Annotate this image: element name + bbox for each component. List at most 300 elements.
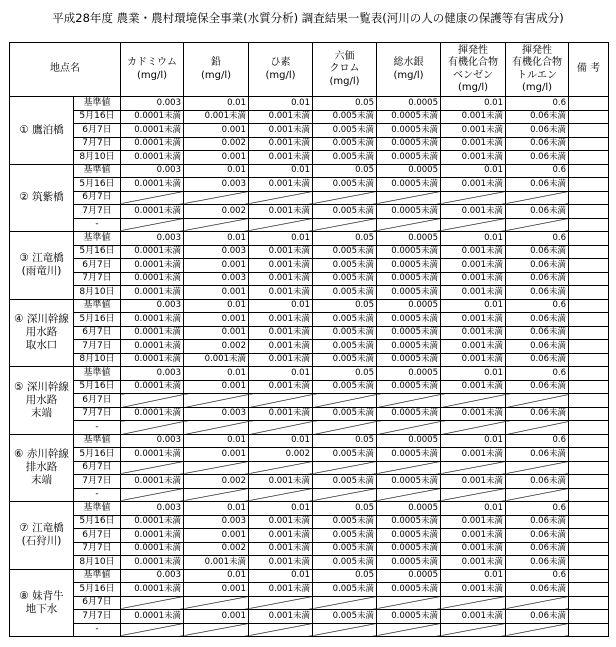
- value-cell: 0.01: [441, 232, 506, 246]
- value-cell: 0.003: [121, 502, 184, 516]
- value-cell: 0.0001未満: [121, 259, 184, 273]
- value-cell: 0.0001未満: [121, 515, 184, 529]
- value-cell: 0.0001未満: [121, 151, 184, 165]
- table-row: [10, 124, 609, 138]
- value-cell: 0.001未満: [441, 353, 506, 367]
- table-row: [10, 178, 609, 192]
- value-cell: 0.0005未満: [377, 583, 441, 597]
- site-name-line: ⑤ 深川幹線: [14, 380, 69, 393]
- value-cell: 0.001未満: [249, 178, 313, 192]
- value-cell: 0.001: [184, 529, 249, 543]
- value-cell: 0.005未満: [313, 407, 377, 421]
- header-line: ひ素: [270, 57, 291, 68]
- row-label: 7月7日: [74, 542, 121, 556]
- row-label: 6月7日: [74, 191, 121, 205]
- header-arsenic: [249, 43, 313, 97]
- value-cell: 0.0001未満: [121, 272, 184, 286]
- no-data-cell: [441, 461, 506, 475]
- remarks-cell: [569, 97, 609, 111]
- value-cell: 0.0001未満: [121, 380, 184, 394]
- header-row: [10, 43, 609, 97]
- table-row: [10, 353, 609, 367]
- value-cell: 0.01: [441, 164, 506, 178]
- no-data-cell: [377, 488, 441, 502]
- value-cell: 0.06未満: [506, 515, 569, 529]
- row-label: -: [74, 421, 121, 435]
- row-label: 5月16日: [74, 245, 121, 259]
- value-cell: 0.003: [121, 434, 184, 448]
- table-row: [10, 529, 609, 543]
- no-data-cell: [249, 596, 313, 610]
- row-label: 5月16日: [74, 583, 121, 597]
- header-remarks-label: 備 考: [576, 63, 601, 75]
- value-cell: 0.06未満: [506, 245, 569, 259]
- remarks-cell: [569, 313, 609, 327]
- value-cell: 0.001未満: [441, 245, 506, 259]
- table-row: [10, 488, 609, 502]
- remarks-cell: [569, 124, 609, 138]
- table-row: [10, 596, 609, 610]
- value-cell: 0.005未満: [313, 542, 377, 556]
- value-cell: 0.003: [121, 299, 184, 313]
- value-cell: 0.06未満: [506, 340, 569, 354]
- table-row: [10, 313, 609, 327]
- table-row: [10, 367, 609, 381]
- site-name-line: 排水路: [25, 461, 58, 474]
- remarks-cell: [569, 326, 609, 340]
- table-row: [10, 623, 609, 637]
- value-cell: 0.001未満: [249, 515, 313, 529]
- value-cell: 0.001未満: [441, 151, 506, 165]
- value-cell: 0.01: [249, 569, 313, 583]
- table-row: [10, 475, 609, 489]
- value-cell: 0.005未満: [313, 380, 377, 394]
- site-name-line: ② 筑紫橋: [19, 191, 64, 204]
- table-row: [10, 110, 609, 124]
- value-cell: 0.005未満: [313, 610, 377, 624]
- value-cell: 0.0001未満: [121, 245, 184, 259]
- row-label: 基準値: [74, 164, 121, 178]
- row-label: 6月7日: [74, 124, 121, 138]
- no-data-cell: [121, 623, 184, 637]
- table-row: [10, 610, 609, 624]
- table-row: [10, 583, 609, 597]
- value-cell: 0.001未満: [249, 475, 313, 489]
- value-cell: 0.06未満: [506, 380, 569, 394]
- value-cell: 0.005未満: [313, 583, 377, 597]
- value-cell: 0.001未満: [441, 515, 506, 529]
- no-data-cell: [313, 461, 377, 475]
- row-label: 7月7日: [74, 407, 121, 421]
- header-benzene: [441, 43, 506, 97]
- value-cell: 0.001未満: [249, 110, 313, 124]
- remarks-cell: [569, 299, 609, 313]
- value-cell: 0.001未満: [441, 583, 506, 597]
- value-cell: 0.005未満: [313, 313, 377, 327]
- value-cell: 0.001未満: [249, 556, 313, 570]
- value-cell: 0.01: [249, 97, 313, 111]
- header-unit: (mg/l): [521, 82, 553, 93]
- no-data-cell: [249, 488, 313, 502]
- row-label: -: [74, 488, 121, 502]
- header-total-mercury: [377, 43, 441, 97]
- value-cell: 0.6: [506, 367, 569, 381]
- remarks-cell: [569, 475, 609, 489]
- no-data-cell: [313, 623, 377, 637]
- value-cell: 0.06未満: [506, 556, 569, 570]
- value-cell: 0.005未満: [313, 286, 377, 300]
- no-data-cell: [506, 596, 569, 610]
- value-cell: 0.0005未満: [377, 326, 441, 340]
- no-data-cell: [313, 218, 377, 232]
- value-cell: 0.001未満: [441, 137, 506, 151]
- value-cell: 0.06未満: [506, 151, 569, 165]
- row-label: -: [74, 623, 121, 637]
- value-cell: 0.01: [184, 299, 249, 313]
- value-cell: 0.01: [441, 97, 506, 111]
- remarks-cell: [569, 245, 609, 259]
- table-row: [10, 299, 609, 313]
- site-name-cell: [10, 502, 74, 570]
- no-data-cell: [441, 218, 506, 232]
- value-cell: 0.003: [121, 569, 184, 583]
- remarks-cell: [569, 461, 609, 475]
- value-cell: 0.05: [313, 97, 377, 111]
- row-label: 7月7日: [74, 205, 121, 219]
- site-name-cell: [10, 569, 74, 637]
- value-cell: 0.003: [121, 97, 184, 111]
- header-unit: (mg/l): [393, 69, 424, 81]
- value-cell: 0.01: [441, 569, 506, 583]
- value-cell: 0.001未満: [249, 313, 313, 327]
- remarks-cell: [569, 151, 609, 165]
- value-cell: 0.005未満: [313, 353, 377, 367]
- remarks-cell: [569, 218, 609, 232]
- no-data-cell: [377, 421, 441, 435]
- row-label: 8月10日: [74, 353, 121, 367]
- value-cell: 0.06未満: [506, 259, 569, 273]
- no-data-cell: [377, 218, 441, 232]
- value-cell: 0.005未満: [313, 272, 377, 286]
- value-cell: 0.06未満: [506, 124, 569, 138]
- value-cell: 0.005未満: [313, 124, 377, 138]
- site-name-line: (石狩川): [21, 535, 62, 548]
- value-cell: 0.06未満: [506, 583, 569, 597]
- value-cell: 0.0001未満: [121, 205, 184, 219]
- value-cell: 0.003: [184, 245, 249, 259]
- row-label: 6月7日: [74, 596, 121, 610]
- value-cell: 0.0005: [377, 502, 441, 516]
- header-line: 六価: [334, 50, 355, 62]
- header-unit: (mg/l): [200, 69, 232, 81]
- value-cell: 0.01: [184, 569, 249, 583]
- value-cell: 0.06未満: [506, 205, 569, 219]
- value-cell: 0.001: [184, 583, 249, 597]
- remarks-cell: [569, 340, 609, 354]
- value-cell: 0.001未満: [441, 407, 506, 421]
- remarks-cell: [569, 272, 609, 286]
- row-label: 基準値: [74, 97, 121, 111]
- value-cell: 0.01: [184, 164, 249, 178]
- value-cell: 0.0001未満: [121, 326, 184, 340]
- table-row: [10, 164, 609, 178]
- value-cell: 0.01: [249, 299, 313, 313]
- value-cell: 0.001未満: [441, 380, 506, 394]
- header-lead: [184, 43, 249, 97]
- value-cell: 0.001未満: [184, 556, 249, 570]
- no-data-cell: [377, 461, 441, 475]
- value-cell: 0.06未満: [506, 475, 569, 489]
- value-cell: 0.0005: [377, 232, 441, 246]
- no-data-cell: [377, 596, 441, 610]
- value-cell: 0.001未満: [249, 542, 313, 556]
- remarks-cell: [569, 110, 609, 124]
- value-cell: 0.05: [313, 569, 377, 583]
- no-data-cell: [184, 218, 249, 232]
- value-cell: 0.0001未満: [121, 353, 184, 367]
- value-cell: 0.06未満: [506, 448, 569, 462]
- no-data-cell: [377, 623, 441, 637]
- value-cell: 0.001未満: [249, 326, 313, 340]
- no-data-cell: [249, 461, 313, 475]
- value-cell: 0.01: [441, 434, 506, 448]
- no-data-cell: [121, 218, 184, 232]
- remarks-cell: [569, 569, 609, 583]
- remarks-cell: [569, 583, 609, 597]
- value-cell: 0.003: [184, 178, 249, 192]
- table-row: [10, 434, 609, 448]
- remarks-cell: [569, 191, 609, 205]
- value-cell: 0.005未満: [313, 259, 377, 273]
- value-cell: 0.005未満: [313, 205, 377, 219]
- value-cell: 0.001: [184, 326, 249, 340]
- value-cell: 0.001未満: [249, 353, 313, 367]
- page-title: 平成28年度 農業・農村環境保全事業(水質分析) 調査結果一覧表(河川の人の健康の保護等有害成分): [52, 11, 564, 25]
- value-cell: 0.001未満: [249, 583, 313, 597]
- table-row: [10, 502, 609, 516]
- value-cell: 0.001未満: [249, 245, 313, 259]
- table-row: [10, 218, 609, 232]
- value-cell: 0.01: [184, 97, 249, 111]
- table-row: [10, 340, 609, 354]
- no-data-cell: [441, 623, 506, 637]
- remarks-cell: [569, 367, 609, 381]
- row-label: 基準値: [74, 367, 121, 381]
- site-name-line: ① 鷹泊橋: [19, 123, 64, 136]
- site-name-line: ③ 江竜橋: [19, 252, 64, 265]
- value-cell: 0.001未満: [441, 475, 506, 489]
- no-data-cell: [249, 623, 313, 637]
- no-data-cell: [249, 218, 313, 232]
- value-cell: 0.01: [249, 164, 313, 178]
- value-cell: 0.0005未満: [377, 286, 441, 300]
- remarks-cell: [569, 205, 609, 219]
- value-cell: 0.0001未満: [121, 110, 184, 124]
- value-cell: 0.002: [184, 205, 249, 219]
- table-row: [10, 515, 609, 529]
- value-cell: 0.001未満: [441, 313, 506, 327]
- value-cell: 0.001未満: [249, 272, 313, 286]
- remarks-cell: [569, 448, 609, 462]
- no-data-cell: [506, 394, 569, 408]
- no-data-cell: [313, 191, 377, 205]
- remarks-cell: [569, 232, 609, 246]
- row-label: 8月10日: [74, 556, 121, 570]
- no-data-cell: [313, 421, 377, 435]
- no-data-cell: [377, 191, 441, 205]
- value-cell: 0.01: [249, 232, 313, 246]
- table-row: [10, 326, 609, 340]
- table-row: [10, 461, 609, 475]
- remarks-cell: [569, 488, 609, 502]
- value-cell: 0.0001未満: [121, 542, 184, 556]
- table-row: [10, 245, 609, 259]
- no-data-cell: [121, 421, 184, 435]
- value-cell: 0.05: [313, 367, 377, 381]
- value-cell: 0.0001未満: [121, 556, 184, 570]
- value-cell: 0.001未満: [441, 326, 506, 340]
- value-cell: 0.01: [249, 502, 313, 516]
- no-data-cell: [313, 596, 377, 610]
- value-cell: 0.01: [184, 502, 249, 516]
- value-cell: 0.06未満: [506, 110, 569, 124]
- value-cell: 0.0005未満: [377, 353, 441, 367]
- value-cell: 0.01: [184, 367, 249, 381]
- value-cell: 0.05: [313, 434, 377, 448]
- no-data-cell: [506, 488, 569, 502]
- header-line: トルエン: [517, 69, 557, 81]
- table-row: [10, 97, 609, 111]
- site-name-cell: [10, 434, 74, 502]
- row-label: 7月7日: [74, 475, 121, 489]
- row-label: 8月10日: [74, 286, 121, 300]
- value-cell: 0.001: [184, 380, 249, 394]
- header-cadmium: [121, 43, 184, 97]
- table-row: [10, 407, 609, 421]
- header-line: 揮発性: [522, 44, 552, 56]
- header-toluene: [506, 43, 569, 97]
- row-label: 基準値: [74, 434, 121, 448]
- value-cell: 0.0001未満: [121, 340, 184, 354]
- header-line: 総水銀: [393, 57, 424, 68]
- no-data-cell: [506, 623, 569, 637]
- value-cell: 0.003: [184, 272, 249, 286]
- remarks-cell: [569, 380, 609, 394]
- value-cell: 0.001未満: [184, 353, 249, 367]
- value-cell: 0.01: [441, 502, 506, 516]
- remarks-cell: [569, 556, 609, 570]
- table-row: [10, 151, 609, 165]
- table-row: [10, 191, 609, 205]
- value-cell: 0.06未満: [506, 178, 569, 192]
- value-cell: 0.005未満: [313, 110, 377, 124]
- row-label: 基準値: [74, 569, 121, 583]
- value-cell: 0.001未満: [249, 124, 313, 138]
- no-data-cell: [249, 394, 313, 408]
- value-cell: 0.01: [184, 434, 249, 448]
- value-cell: 0.005未満: [313, 529, 377, 543]
- value-cell: 0.0005未満: [377, 407, 441, 421]
- value-cell: 0.002: [184, 542, 249, 556]
- value-cell: 0.6: [506, 97, 569, 111]
- value-cell: 0.6: [506, 502, 569, 516]
- no-data-cell: [506, 191, 569, 205]
- remarks-cell: [569, 137, 609, 151]
- value-cell: 0.001未満: [249, 340, 313, 354]
- value-cell: 0.01: [441, 299, 506, 313]
- row-label: 7月7日: [74, 340, 121, 354]
- value-cell: 0.002: [184, 475, 249, 489]
- value-cell: 0.001: [184, 313, 249, 327]
- no-data-cell: [441, 421, 506, 435]
- value-cell: 0.001未満: [184, 110, 249, 124]
- value-cell: 0.001: [184, 448, 249, 462]
- value-cell: 0.001未満: [441, 610, 506, 624]
- table-row: [10, 448, 609, 462]
- no-data-cell: [377, 394, 441, 408]
- value-cell: 0.005未満: [313, 326, 377, 340]
- remarks-cell: [569, 502, 609, 516]
- value-cell: 0.0001未満: [121, 313, 184, 327]
- value-cell: 0.01: [184, 232, 249, 246]
- row-label: 5月16日: [74, 380, 121, 394]
- value-cell: 0.0005未満: [377, 205, 441, 219]
- row-label: 6月7日: [74, 529, 121, 543]
- value-cell: 0.001未満: [441, 110, 506, 124]
- site-name-line: 末端: [31, 406, 52, 419]
- value-cell: 0.0005未満: [377, 448, 441, 462]
- no-data-cell: [121, 394, 184, 408]
- value-cell: 0.001: [184, 259, 249, 273]
- no-data-cell: [506, 461, 569, 475]
- header-unit: (mg/l): [329, 75, 360, 87]
- header-line: 鉛: [211, 57, 221, 68]
- value-cell: 0.06未満: [506, 529, 569, 543]
- row-label: 8月10日: [74, 151, 121, 165]
- value-cell: 0.001未満: [441, 556, 506, 570]
- value-cell: 0.0005: [377, 97, 441, 111]
- value-cell: 0.005未満: [313, 475, 377, 489]
- remarks-cell: [569, 421, 609, 435]
- row-label: 基準値: [74, 232, 121, 246]
- value-cell: 0.06未満: [506, 407, 569, 421]
- header-line: 有機化合物: [448, 57, 498, 68]
- value-cell: 0.0001未満: [121, 448, 184, 462]
- no-data-cell: [184, 623, 249, 637]
- value-cell: 0.06未満: [506, 542, 569, 556]
- site-name-line: ⑧ 妹背牛: [19, 589, 64, 602]
- value-cell: 0.0005未満: [377, 515, 441, 529]
- header-line: クロム: [329, 63, 360, 75]
- no-data-cell: [506, 421, 569, 435]
- remarks-cell: [569, 407, 609, 421]
- results-table: [9, 42, 609, 637]
- row-label: 6月7日: [74, 259, 121, 273]
- remarks-cell: [569, 286, 609, 300]
- remarks-cell: [569, 353, 609, 367]
- value-cell: 0.005未満: [313, 151, 377, 165]
- no-data-cell: [184, 488, 249, 502]
- value-cell: 0.001未満: [441, 205, 506, 219]
- value-cell: 0.001未満: [441, 178, 506, 192]
- value-cell: 0.0005: [377, 434, 441, 448]
- site-name-line: 取水口: [25, 339, 58, 352]
- value-cell: 0.6: [506, 569, 569, 583]
- remarks-cell: [569, 542, 609, 556]
- value-cell: 0.0005未満: [377, 475, 441, 489]
- value-cell: 0.05: [313, 502, 377, 516]
- site-name-line: ⑥ 赤川幹線: [14, 448, 69, 461]
